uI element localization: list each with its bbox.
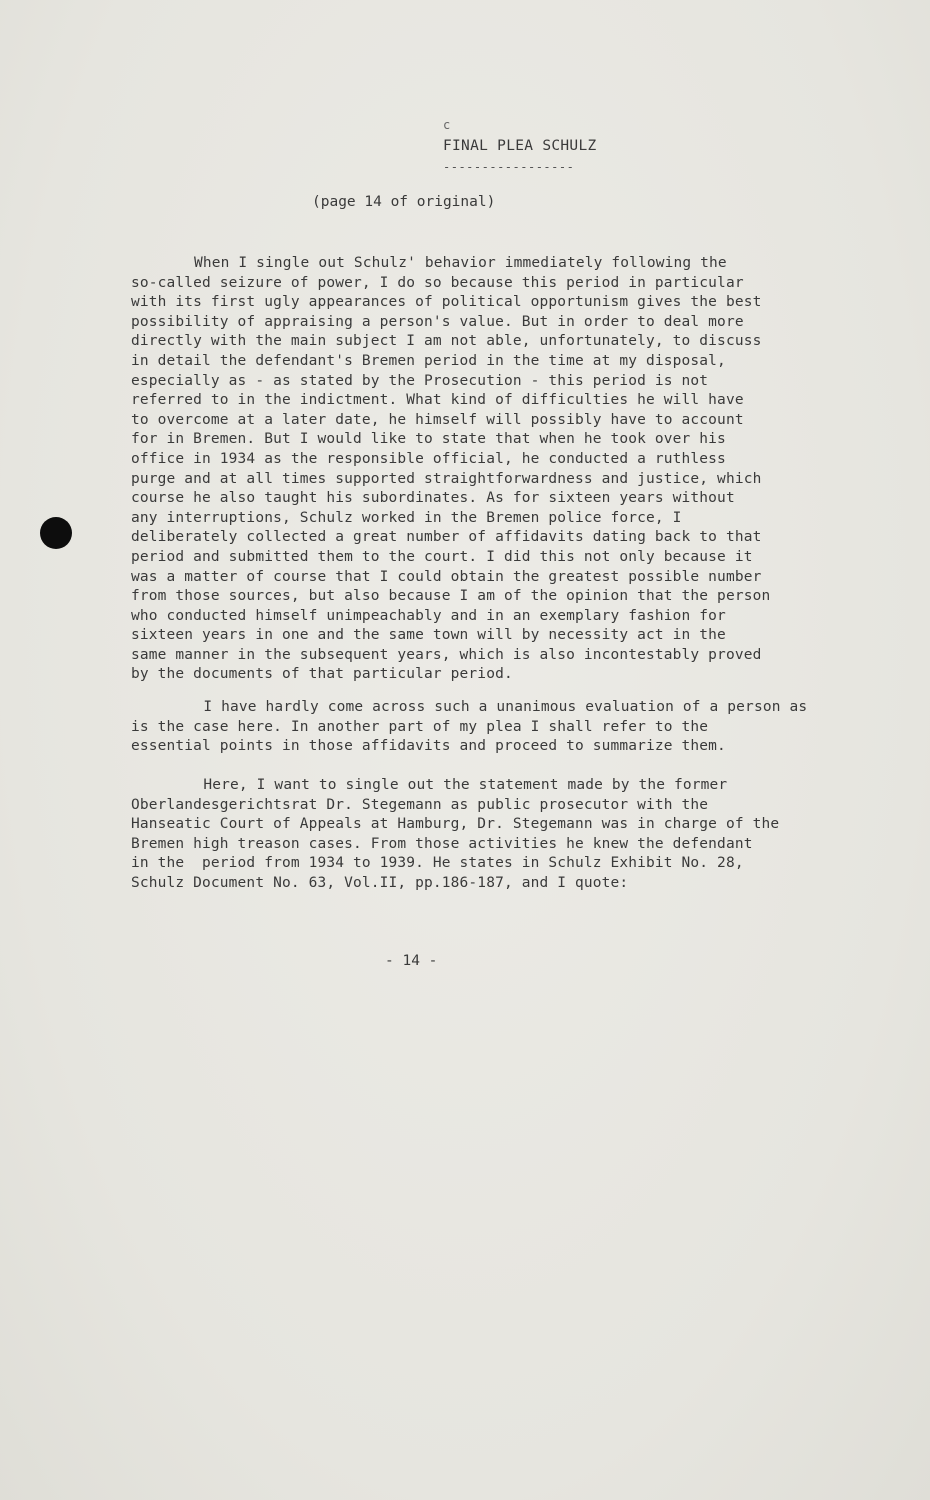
- text-line: who conducted himself unimpeachably and in an exemplary fashion for: [131, 607, 726, 624]
- text-line: is the case here. In another part of my plea I shall refer to the: [131, 718, 709, 735]
- title-underline: -----------------: [443, 160, 575, 174]
- text-line: Bremen high treason cases. From those activities he knew the defendant: [131, 835, 753, 852]
- text-line: especially as - as stated by the Prosecution - this period is not: [131, 372, 709, 389]
- text-line: any interruptions, Schulz worked in the Bremen police force, I: [131, 509, 682, 526]
- text-line: Oberlandesgerichtsrat Dr. Stegemann as public prosecutor with the: [131, 796, 709, 813]
- text-line: Here, I want to single out the statement made by the former: [159, 777, 728, 793]
- text-line: in detail the defendant's Bremen period in the time at my disposal,: [131, 352, 726, 369]
- text-line: in the period from 1934 to 1939. He states in Schulz Exhibit No. 28,: [131, 855, 744, 872]
- text-line: office in 1934 as the responsible official, he conducted a ruthless: [131, 450, 726, 467]
- text-line: to overcome at a later date, he himself will possibly have to account: [131, 411, 744, 428]
- text-line: Hanseatic Court of Appeals at Hamburg, Dr. Stegemann was in charge of the: [131, 816, 780, 833]
- text-line: directly with the main subject I am not able, unfortunately, to discuss: [131, 333, 762, 350]
- text-line: so-called seizure of power, I do so because this period in particular: [131, 274, 744, 291]
- paragraph-1: [131, 254, 770, 685]
- page-reference: (page 14 of original): [312, 194, 496, 210]
- text-line: When I single out Schulz' behavior immediately following the: [194, 255, 727, 271]
- text-line: by the documents of that particular period.: [131, 666, 513, 683]
- paragraph-2: [131, 698, 807, 757]
- punch-hole: [40, 517, 72, 549]
- paragraph-3: [131, 776, 779, 894]
- text-line: same manner in the subsequent years, which is also incontestably proved: [131, 646, 762, 663]
- text-line: referred to in the indictment. What kind of difficulties he will have: [131, 392, 744, 409]
- text-line: for in Bremen. But I would like to state that when he took over his: [131, 431, 726, 448]
- text-line: course he also taught his subordinates. As for sixteen years without: [131, 490, 735, 507]
- text-line: purge and at all times supported straightforwardness and justice, which: [131, 470, 762, 487]
- text-line: essential points in those affidavits and proceed to summarize them.: [131, 738, 726, 755]
- document-title: FINAL PLEA SCHULZ: [443, 138, 597, 154]
- text-line: was a matter of course that I could obtain the greatest possible number: [131, 568, 762, 585]
- text-line: sixteen years in one and the same town will by necessity act in the: [131, 627, 726, 644]
- text-line: period and submitted them to the court. I did this not only because it: [131, 548, 753, 565]
- page-number: - 14 -: [385, 953, 438, 969]
- handwritten-mark: c: [443, 118, 451, 132]
- text-line: Schulz Document No. 63, Vol.II, pp.186-187, and I quote:: [131, 874, 629, 891]
- text-line: I have hardly come across such a unanimous evaluation of a person as: [159, 699, 808, 715]
- text-line: from those sources, but also because I am of the opinion that the person: [131, 588, 771, 605]
- text-line: deliberately collected a great number of affidavits dating back to that: [131, 529, 762, 546]
- text-line: possibility of appraising a person's value. But in order to deal more: [131, 313, 744, 330]
- text-line: with its first ugly appearances of political opportunism gives the best: [131, 294, 762, 311]
